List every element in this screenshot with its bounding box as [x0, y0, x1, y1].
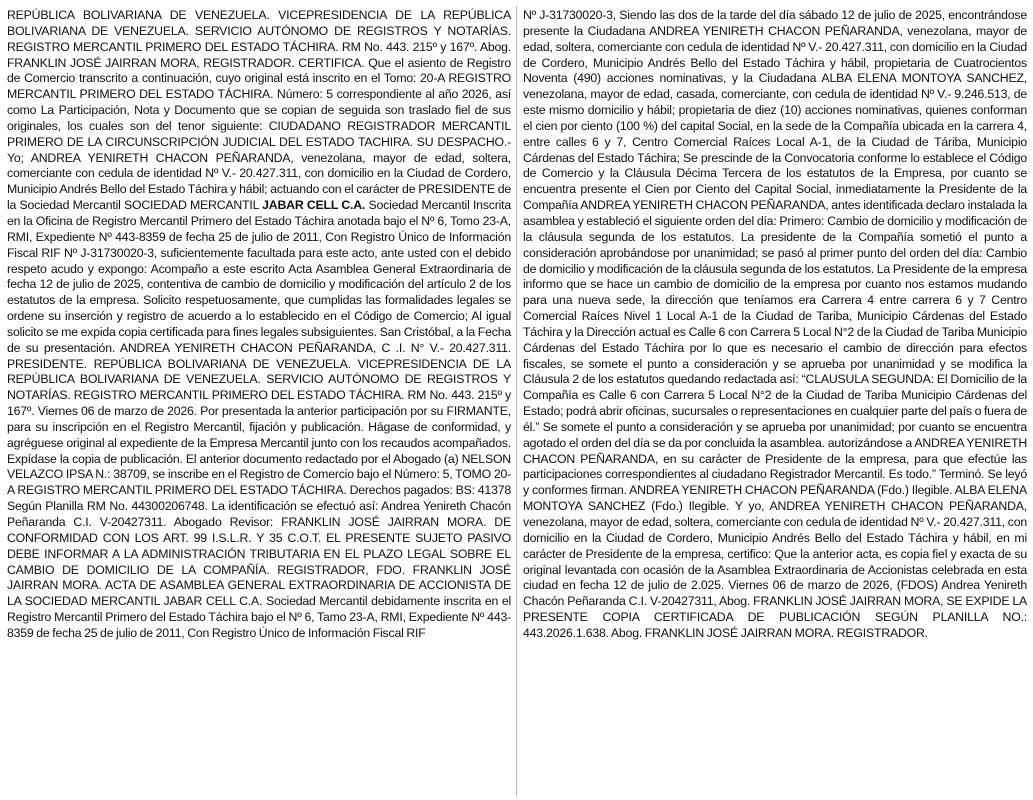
right-column	[523, 8, 1027, 796]
left-column-paragraph	[7, 8, 511, 642]
left-text-part2: Sociedad Mercantil Inscrita en la Oficina de Registro Mercantil Primero del Estado Táchira anotada bajo el Nº 6, Tomo 23-A, RMI, Expediente Nº 443-8359 de fecha 25 de julio de 2011, Con Registro Único de Información Fiscal RIF Nº J-31730020-3, suficientemente facultada para este acto, ante usted con el debido respeto acudo y expongo: Acompaño a este escrito Acta Asamblea General Extraordinaria de fecha 12 de julio de 2025, contentiva de cambio de domicilio y modificación del artículo 2 de los estatutos de la empresa. Solicito respetuosamente, que cumplidas las formalidades legales se ordene su inserción y registro de acuerdo a lo establecido en el Código de Comercio; Al igual solicito se me expida copia certificada para fines legales subsiguientes. San Cristóbal, a la Fecha de su presentación. ANDREA YENIRETH CHACON PEÑARANDA, C .I. N° V.- 20.427.311. PRESIDENTE. REPÚBLICA BOLIVARIANA DE VENEZUELA. VICEPRESIDENCIA DE LA REPÚBLICA BOLIVARIANA DE VENEZUELA. SERVICIO AUTÓNOMO DE REGISTROS Y NOTARÍAS. REGISTRO MERCANTIL PRIMERO DEL ESTADO TÁCHIRA. RM No. 443. 215º y 167º. Viernes 06 de marzo de 2026. Por presentada la anterior participación por su FIRMANTE, para su inscripción en el Registro Mercantil, fijación y publicación. Hágase de conformidad, y agréguese original al expediente de la Empresa Mercantil junto con los recaudos acompañados. Expídase la copia de publicación. El anterior documento redactado por el Abogado (a) NELSON VELAZCO IPSA N.: 38709, se inscribe en el Registro de Comercio bajo el Número: 5, TOMO 20-A REGISTRO MERCANTIL PRIMERO DEL ESTADO TÁCHIRA. Derechos pagados: BS: 41378 Según Planilla RM No. 44300206748. La identificación se efectuó así: Andrea Yenireth Chacón Peñaranda C.I. V-20427311. Abogado Revisor: FRANKLIN JOSÉ JAIRRAN MORA. DE CONFORMIDAD CON LOS ART. 99 I.S.L.R. Y 35 C.O.T. EL PRESENTE SUJETO PASIVO DEBE INFORMAR A LA ADMINISTRACIÓN TRIBUTARIA EN EL PLAZO LEGAL SOBRE EL CAMBIO DE DOMICILIO DE LA COMPAÑÍA. REGISTRADOR, FDO. FRANKLIN JOSÉ JAIRRAN MORA. ACTA DE ASAMBLEA GENERAL EXTRAORDINARIA DE ACCIONISTA DE LA SOCIEDAD MERCANTIL JABAR CELL C.A. Sociedad Mercantil debidamente inscrita en el Registro Mercantil Primero del Estado Táchira bajo el Nº 6, Tamo 23-A, RMI, Expediente Nº 443-8359 de fecha 25 de julio de 2011, Con Registro Único de Información Fiscal RIF	[7, 198, 511, 640]
left-column	[7, 8, 511, 796]
left-text-part1: REPÚBLICA BOLIVARIANA DE VENEZUELA. VICEPRESIDENCIA DE LA REPÚBLICA BOLIVARIANA DE VENEZUELA. SERVICIO AUTÓNOMO DE REGISTROS Y NOTARÍAS. REGISTRO MERCANTIL PRIMERO DEL ESTADO TÁCHIRA. RM No. 443. 215º y 167º. Abog. FRANKLIN JOSÉ JAIRRAN MORA, REGISTRADOR. CERTIFICA. Que el asiento de Registro de Comercio transcrito a continuación, cuyo original está inscrito en el Tomo: 20-A REGISTRO MERCANTIL PRIMERO DEL ESTADO TÁCHIRA. Número: 5 correspondiente al año 2026, así como La Participación, Nota y Documento que se copian de seguida son traslado fiel de sus originales, los cuales son del tenor siguiente: CIUDADANO REGISTRADOR MERCANTIL PRIMERO DE LA CIRCUNSCRIPCIÓN JUDICIAL DEL ESTADO TACHIRA. SU DESPACHO.- Yo; ANDREA YENIRETH CHACON PEÑARANDA, venezolana, mayor de edad, soltera, comerciante con cedula de identidad Nº V.- 20.427.311, con domicilio en la Ciudad de Cordero, Municipio Andrés Bello del Estado Táchira y hábil; actuando con el carácter de PRESIDENTE de la Sociedad Mercantil SOCIEDAD MERCANTIL	[7, 8, 511, 213]
column-divider	[516, 6, 517, 796]
right-column-paragraph: Nº J-31730020-3, Siendo las dos de la tarde del día sábado 12 de julio de 2025, encontrándose presente la Ciudadana ANDREA YENIRETH CHACON PEÑARANDA, venezolana, mayor de edad, soltera, comerciante con cedula de identidad Nº V.- 20.427.311, con domicilio en la Ciudad de Cordero, Municipio Andrés Bello del Estado Táchira y hábil, propietaria de Cuatrocientos Noventa (490) acciones nominativas, y la Ciudadana ALBA ELENA MONTOYA SANCHEZ, venezolana, mayor de edad, casada, comerciante, con cedula de identidad Nº V.- 9.246.513, de este mismo domicilio y hábil; propietaria de diez (10) acciones nominativas, quienes conforman el cien por ciento (100 %) del capital Social, en la sede de la Compañía ubicada en la carrera 4, entre calles 6 y 7, Centro Comercial Raíces Local A-1, de la Ciudad de Táriba, Municipio Cárdenas del Estado Táchira; Se prescinde de la Convocatoria conforme lo establece el Código de Comercio y la Cláusula Décima Tercera de los estatutos de la Empresa, por cuanto se encuentra presente el Cien por Ciento del Capital Social, inmediatamente la Presidente de la Compañía ANDREA YENIRETH CHACON PEÑARANDA, antes identificada declaro instalada la asamblea y estableció el siguiente orden del día: Primero: Cambio de domicilio y modificación de la cláusula segunda de los estatutos. La presidente de la Compañía sometió el punto a consideración aprobándose por unanimidad; se pasó al primer punto del orden del día: Cambio de domicilio y modificación de la cláusula segunda de los estatutos. La Presidente de la empresa informo que se hace un cambio de domicilio de la empresa por cuanto nos estamos mudando para una nueva sede, la dirección que teníamos era Carrera 4 entre carrera 6 y 7 Centro Comercial Raíces Nivel 1 Local A-1 de la Ciudad de Tariba, Municipio Cárdenas del Estado Táchira y la Dirección actual es Calle 6 con Carrera 5 Local N°2 de la Ciudad de Tariba Municipio Cárdenas del Estado Táchira por lo que es necesario el cambio de dirección para efectos fiscales, se somete el punto a consideración y se aprueba por unanimidad y se modifica la Cláusula 2 de los estatutos quedando redactada así: “CLAUSULA SEGUNDA: El Domicilio de la Compañía es Calle 6 con Carrera 5 Local N°2 de la Ciudad de Tariba Municipio Cárdenas del Estado; podrá abrir oficinas, sucursales o representaciones en cualquier parte del país o fuera de él.” Se somete el punto a consideración y se aprueba por unanimidad; por cuanto se encuentra agotado el orden del día se da por concluida la asamblea. autorizándose a ANDREA YENIRETH CHACON PEÑARANDA, en su carácter de Presidente de la empresa, para que efectúe las participaciones correspondientes al ciudadano Registrador Mercantil. Es todo.” Terminó. Se leyó y conformes firman. ANDREA YENIRETH CHACON PEÑARANDA (Fdo.) Ilegible. ALBA ELENA MONTOYA SANCHEZ (Fdo.) Ilegible. Y yo, ANDREA YENIRETH CHACON PEÑARANDA, venezolana, mayor de edad, soltera, comerciante con cedula de identidad Nº V.- 20.427.311, con domicilio en la Ciudad de Cordero, Municipio Andrés Bello del Estado Táchira y hábil, en mi carácter de Presidente de la empresa, certifico: Que la anterior acta, es copia fiel y exacta de su original levantada con ocasión de la Asamblea Extraordinaria de Accionistas celebrada en esta ciudad en fecha 12 de julio de 2.025. Viernes 06 de marzo de 2026, (FDOS) Andrea Yenireth Chacón Peñaranda C.I. V-20427311, Abog. FRANKLIN JOSÉ JAIRRAN MORA, SE EXPIDE LA PRESENTE COPIA CERTIFICADA DE PUBLICACIÓN SEGÚN PLANILLA NO.: 443.2026.1.638. Abog. FRANKLIN JOSÉ JAIRRAN MORA. REGISTRADOR.	[523, 8, 1027, 640]
company-name-bold: JABAR CELL C.A.	[262, 198, 366, 213]
